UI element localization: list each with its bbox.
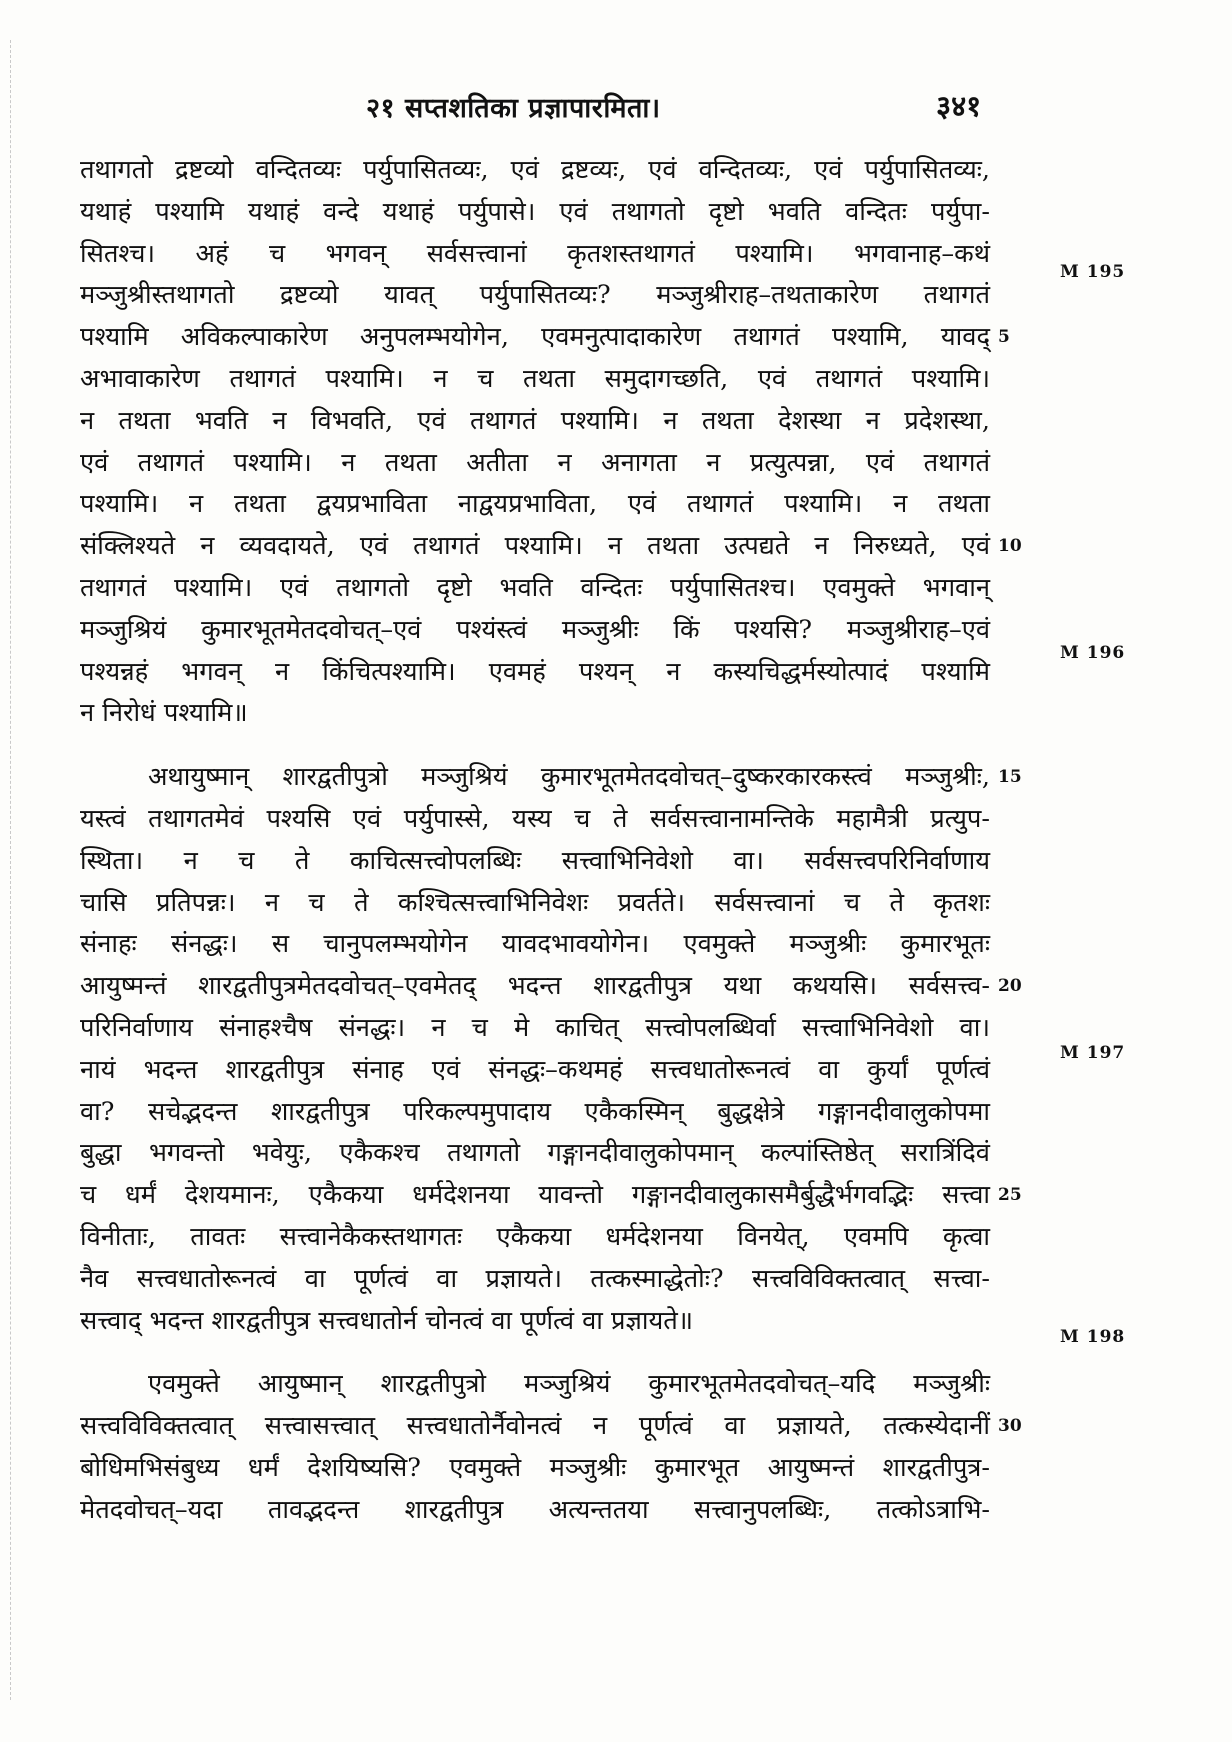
margin-reference: M 196 [1060, 643, 1126, 663]
text-line: नायं भदन्त शारद्वतीपुत्र संनाह एवं संनद्धः–कथमहं सत्त्वधातोरूनत्वं वा कुर्यां पूर्णत्वं [80, 1054, 990, 1085]
text-line: मञ्जुश्रियं कुमारभूतमेतदवोचत्–एवं पश्यंस्त्वं मञ्जुश्रीः किं पश्यसि? मञ्जुश्रीराह–एवं [80, 614, 990, 645]
text-line-wrap [80, 526, 1022, 568]
text-line: एवं तथागतं पश्यामि। न तथता अतीता न अनागता न प्रत्युत्पन्ना, एवं तथागतं [80, 447, 990, 478]
text-line: मञ्जुश्रीस्तथागतो द्रष्टव्यो यावत् पर्युपासितव्यः? मञ्जुश्रीराह–तथताकारेण तथागतं [80, 280, 990, 311]
line-number: 10 [998, 536, 1022, 557]
text-line: संक्लिश्यते न व्यवदायते, एवं तथागतं पश्यामि। न तथता उत्पद्यते न निरुध्यते, एवं [80, 531, 990, 562]
text-line-wrap [80, 757, 1022, 799]
text-line: सितश्च। अहं च भगवन् सर्वसत्त्वानां कृतशस्तथागतं पश्यामि। भगवानाह–कथं [80, 238, 990, 269]
paragraph-gap [80, 1342, 1010, 1364]
text-line: परिनिर्वाणाय संनाहश्चैष संनद्धः। न च मे काचित् सत्त्वोपलब्धिर्वा सत्त्वाभिनिवेशो वा। [80, 1012, 990, 1043]
text-line: बोधिमभिसंबुध्य धर्मं देशयिष्यसि? एवमुक्ते मञ्जुश्रीः कुमारभूत आयुष्मन्तं शारद्वतीपुत्र- [80, 1452, 990, 1483]
margin-reference: M 198 [1060, 1327, 1126, 1347]
line-number: 30 [998, 1416, 1022, 1437]
line-number: 15 [998, 767, 1022, 788]
text-line-wrap [80, 317, 1010, 359]
text-line: वा? सचेद्भदन्त शारद्वतीपुत्र परिकल्पमुपादाय एकैकस्मिन् बुद्धक्षेत्रे गङ्गानदीवालुकोपमा [80, 1096, 990, 1127]
line-number: 20 [998, 976, 1022, 997]
text-line: तथागतो द्रष्टव्यो वन्दितव्यः पर्युपासितव्यः, एवं द्रष्टव्यः, एवं वन्दितव्यः, एवं पर्युपासितव्यः, [80, 155, 990, 185]
text-line: पश्यामि। न तथता द्वयप्रभाविता नाद्वयप्रभाविता, एवं तथागतं पश्यामि। न तथता [80, 489, 990, 520]
text-line: तथागतं पश्यामि। एवं तथागतो दृष्टो भवति वन्दितः पर्युपासितश्च। एवमुक्ते भगवान् [80, 572, 990, 603]
line-number: 25 [998, 1185, 1022, 1206]
paragraph-gap [80, 735, 1010, 757]
text-line-wrap [80, 1175, 1022, 1217]
text-line: न तथता भवति न विभवति, एवं तथागतं पश्यामि। न तथता देशस्था न प्रदेशस्था, [80, 405, 990, 436]
text-line: संनाहः संनद्धः। स चानुपलम्भयोगेन यावदभावयोगेन। एवमुक्ते मञ्जुश्रीः कुमारभूतः [80, 929, 990, 960]
text-line: पश्यन्नहं भगवन् न किंचित्पश्यामि। एवमहं पश्यन् न कस्यचिद्धर्मस्योत्पादं पश्यामि [80, 656, 990, 687]
text-line: बुद्धा भगवन्तो भवेयुः, एकैकश्च तथागतो गङ्गानदीवालुकोपमान् कल्पांस्तिष्ठेत् सरात्रिंदिवं [80, 1138, 990, 1169]
text-line-wrap [80, 966, 1022, 1008]
line-number: 5 [998, 327, 1010, 348]
text-line: न निरोधं पश्यामि॥ [80, 698, 248, 729]
text-line: चासि प्रतिपन्नः। न च ते कश्चित्सत्त्वाभिनिवेशः प्रवर्तते। सर्वसत्त्वानां च ते कृतशः [80, 887, 990, 918]
text-line: पश्यामि अविकल्पाकारेण अनुपलम्भयोगेन, एवमनुत्पादाकारेण तथागतं पश्यामि, यावद् [80, 322, 990, 353]
text-line: आयुष्मन्तं शारद्वतीपुत्रमेतदवोचत्–एवमेतद् भदन्त शारद्वतीपुत्र यथा कथयसि। सर्वसत्त्व- [80, 971, 990, 1002]
text-line: सत्त्वविविक्तत्वात् सत्त्वासत्त्वात् सत्त्वधातोर्नैवोनत्वं न पूर्णत्वं वा प्रज्ञायते, तत्कस्येदानीं [80, 1411, 990, 1442]
text-line: यथाहं पश्यामि यथाहं वन्दे यथाहं पर्युपासे। एवं तथागतो दृष्टो भवति वन्दितः पर्युपा- [80, 196, 990, 227]
running-head: २१ सप्तशतिका प्रज्ञापारमिता। [366, 93, 661, 124]
text-line: अथायुष्मान् शारद्वतीपुत्रो मञ्जुश्रियं कुमारभूतमेतदवोचत्–दुष्करकारकस्त्वं मञ्जुश्रीः, [148, 762, 990, 793]
text-line: विनीताः, तावतः सत्त्वानेकैकस्तथागतः एकैकया धर्मदेशनया विनयेत्, एवमपि कृत्वा [80, 1221, 990, 1252]
text-line: च धर्मं देशयमानः, एकैकया धर्मदेशनया यावन्तो गङ्गानदीवालुकासमैर्बुद्धैर्भगवद्भिः सत्त्वा [80, 1180, 990, 1211]
text-line-wrap [80, 1406, 1022, 1448]
text-line: नैव सत्त्वधातोरूनत्वं वा पूर्णत्वं वा प्रज्ञायते। तत्कस्माद्धेतोः? सत्त्वविविक्तत्वात् सत्त्वा- [80, 1263, 990, 1294]
text-line: सत्त्वाद् भदन्त शारद्वतीपुत्र सत्त्वधातोर्न चोनत्वं वा पूर्णत्वं वा प्रज्ञायते॥ [80, 1305, 694, 1336]
text-body [80, 150, 1022, 1532]
text-line: यस्त्वं तथागतमेवं पश्यसि एवं पर्युपास्से, यस्य च ते सर्वसत्त्वानामन्तिके महामैत्री प्रत्युप- [80, 803, 990, 834]
scan-edge [10, 40, 12, 1700]
text-line: मेतदवोचत्–यदा तावद्भदन्त शारद्वतीपुत्र अत्यन्ततया सत्त्वानुपलब्धिः, तत्कोऽत्राभि- [80, 1494, 990, 1525]
margin-reference: M 195 [1060, 262, 1126, 282]
text-line: एवमुक्ते आयुष्मान् शारद्वतीपुत्रो मञ्जुश्रियं कुमारभूतमेतदवोचत्–यदि मञ्जुश्रीः [148, 1369, 990, 1400]
text-line: अभावाकारेण तथागतं पश्यामि। न च तथता समुदागच्छति, एवं तथागतं पश्यामि। [80, 363, 990, 394]
page-number: ३४१ [936, 89, 982, 123]
text-line: स्थिता। न च ते काचित्सत्त्वोपलब्धिः सत्त्वाभिनिवेशो वा। सर्वसत्त्वपरिनिर्वाणाय [80, 845, 990, 876]
margin-reference: M 197 [1060, 1043, 1126, 1063]
